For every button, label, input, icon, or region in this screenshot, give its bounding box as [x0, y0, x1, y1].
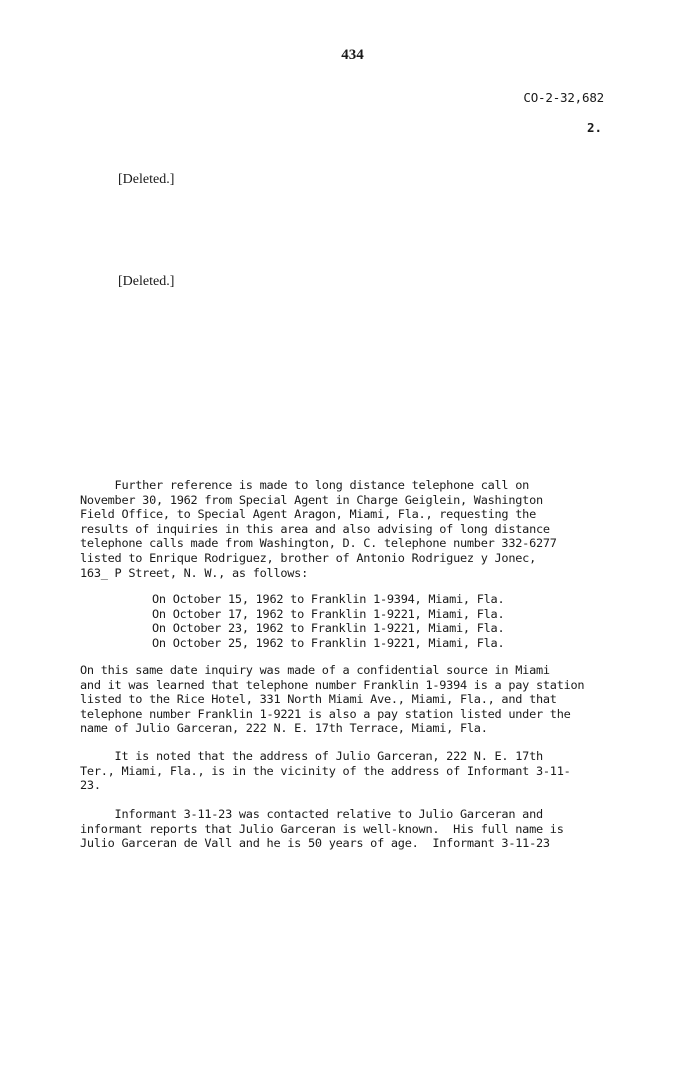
text-line: Ter., Miami, Fla., is in the vicinity of the address of Informant 3-11-: [80, 763, 571, 778]
text-line: November 30, 1962 from Special Agent in Charge Geiglein, Washington: [80, 492, 543, 507]
paragraph-inquiry: [80, 663, 584, 736]
text-line: results of inquiries in this area and also advising of long distance: [80, 521, 550, 536]
file-number: CO-2-32,682: [523, 90, 604, 105]
text-line: listed to the Rice Hotel, 331 North Miami Ave., Miami, Fla., and that: [80, 692, 557, 707]
text-line: 163_ P Street, N. W., as follows:: [80, 565, 308, 580]
text-line: listed to Enrique Rodriguez, brother of Antonio Rodriguez y Jonec,: [80, 550, 536, 565]
list-item: On October 17, 1962 to Franklin 1-9221, Miami, Fla.: [152, 606, 505, 621]
list-item: On October 25, 1962 to Franklin 1-9221, Miami, Fla.: [152, 635, 505, 650]
call-list: [152, 592, 504, 650]
text-line: Further reference is made to long distance telephone call on: [80, 478, 530, 492]
text-line: Field Office, to Special Agent Aragon, Miami, Fla., requesting the: [80, 507, 536, 522]
text-line: 23.: [80, 778, 101, 793]
list-item: On October 23, 1962 to Franklin 1-9221, Miami, Fla.: [152, 621, 505, 636]
deleted-section-2: [Deleted.]: [118, 274, 175, 289]
text-line: It is noted that the address of Julio Garceran, 222 N. E. 17th: [80, 749, 543, 763]
text-line: informant reports that Julio Garceran is well-known. His full name is: [80, 821, 564, 836]
page-number: 434: [341, 47, 364, 63]
paragraph-address-note: [80, 749, 571, 793]
paragraph-informant: [80, 807, 564, 851]
list-item: On October 15, 1962 to Franklin 1-9394, Miami, Fla.: [152, 592, 505, 606]
text-line: Julio Garceran de Vall and he is 50 years of age. Informant 3-11-23: [80, 836, 550, 851]
text-line: On this same date inquiry was made of a confidential source in Miami: [80, 663, 550, 677]
text-line: telephone calls made from Washington, D. C. telephone number 332-6277: [80, 536, 557, 551]
paragraph-reference-call: [80, 478, 557, 580]
deleted-section-1: [Deleted.]: [118, 172, 175, 187]
sheet-number: 2.: [586, 120, 602, 135]
text-line: Informant 3-11-23 was contacted relative to Julio Garceran and: [80, 807, 543, 821]
text-line: name of Julio Garceran, 222 N. E. 17th Terrace, Miami, Fla.: [80, 721, 488, 736]
text-line: telephone number Franklin 1-9221 is also a pay station listed under the: [80, 706, 571, 721]
text-line: and it was learned that telephone number Franklin 1-9394 is a pay station: [80, 677, 585, 692]
